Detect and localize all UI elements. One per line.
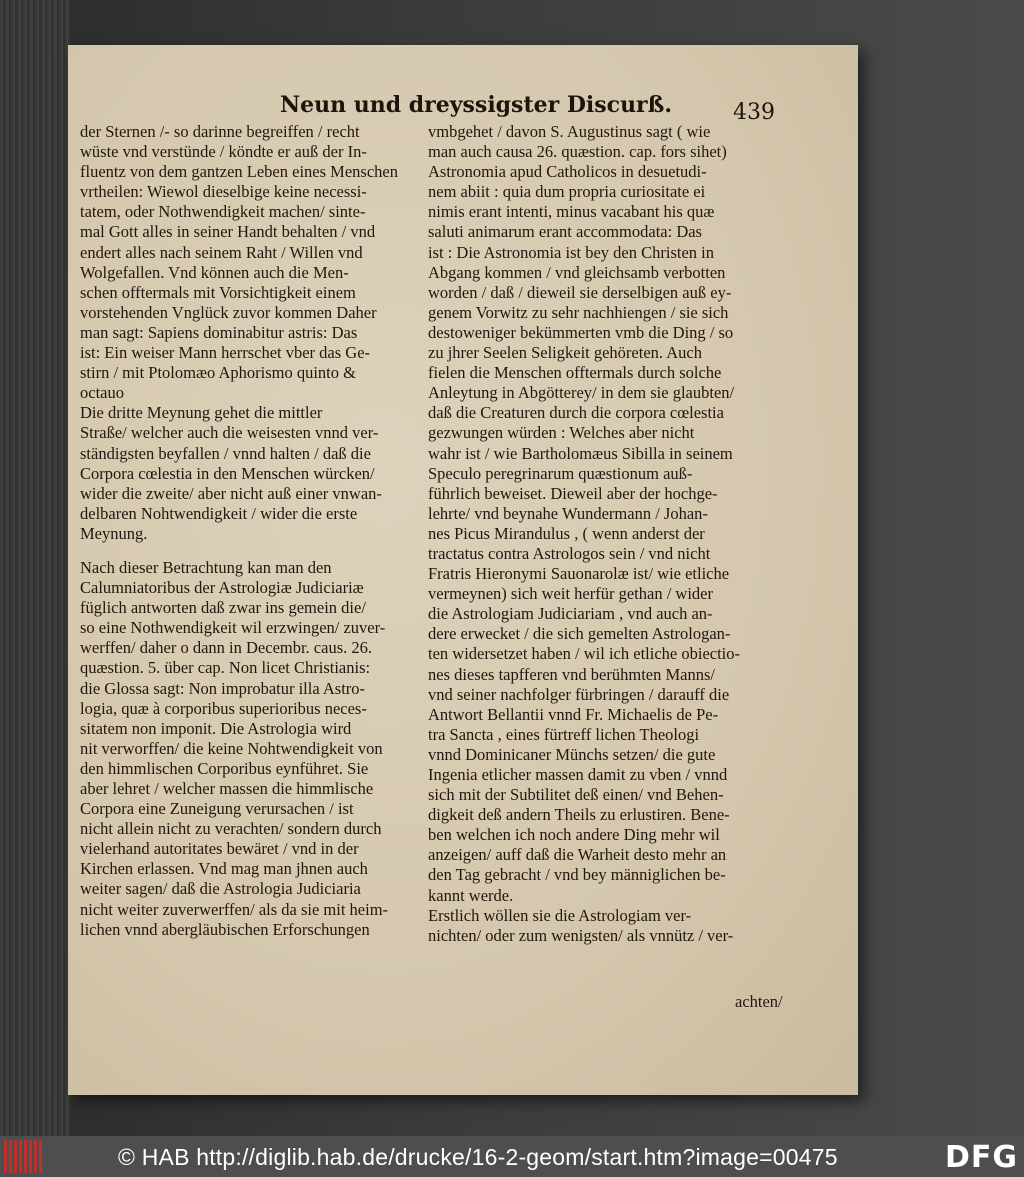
text-line: der Sternen /- so darinne begreiffen / recht bbox=[80, 122, 360, 141]
text-line: lehrte/ vnd beynahe Wundermann / Johan- bbox=[428, 503, 708, 523]
text-line: Corpora cœlestia in den Menschen würcken/ bbox=[80, 463, 375, 483]
text-line: Ingenia etlicher massen damit zu vben / vnnd bbox=[428, 765, 728, 784]
text-line: man sagt: Sapiens dominabitur astris: Das bbox=[80, 322, 358, 342]
text-line: Calumniatoribus der Astrologiæ Judiciariæ bbox=[80, 578, 364, 598]
text-line: sich mit der Subtilitet deß einen/ vnd Behen- bbox=[428, 785, 724, 805]
text-line: delbaren Nohtwendigkeit / wider die erste bbox=[80, 503, 358, 523]
catchword: achten/ bbox=[735, 992, 783, 1011]
text-line: wider die zweite/ aber nicht auß einer vnwan- bbox=[80, 483, 382, 503]
text-line: lichen vnnd abergläubischen Erforschungen bbox=[80, 919, 370, 939]
page-number: 439 bbox=[733, 100, 775, 125]
text-line: führlich beweiset. Dieweil aber der hochge- bbox=[428, 483, 718, 503]
text-line: werffen/ daher o dann in Decembr. caus. 26. bbox=[80, 638, 373, 658]
text-line: kannt werde. bbox=[428, 885, 514, 905]
text-line: nichten/ oder zum wenigsten/ als vnnütz / ver- bbox=[428, 925, 734, 945]
text-line: so eine Nothwendigkeit wil erzwingen/ zuver- bbox=[80, 618, 386, 638]
text-line: wüste vnd verstünde / köndte er auß der In- bbox=[80, 142, 367, 162]
left-column bbox=[80, 122, 420, 940]
text-line: ständigsten beyfallen / vnnd halten / daß die bbox=[80, 443, 371, 463]
text-line: Anleytung in Abgötterey/ in dem sie glaubten/ bbox=[428, 383, 735, 403]
text-line: fielen die Menschen offtermals durch solche bbox=[428, 363, 722, 383]
text-line: nes Picus Mirandulus , ( wenn anderst der bbox=[428, 523, 705, 543]
text-line: destoweniger bekümmerten vmb die Ding / so bbox=[428, 322, 734, 342]
text-line: schen offtermals mit Vorsichtigkeit einem bbox=[80, 282, 356, 302]
text-line: vmbgehet / davon S. Augustinus sagt ( wie bbox=[428, 122, 711, 141]
text-line: Antwort Bellantii vnnd Fr. Michaelis de Pe- bbox=[428, 704, 719, 724]
text-line: Erstlich wöllen sie die Astrologiam ver- bbox=[428, 905, 692, 925]
text-line: Die dritte Meynung gehet die mittler bbox=[80, 403, 323, 423]
text-line: Corpora eine Zuneigung verursachen / ist bbox=[80, 799, 354, 819]
text-line: ten widersetzet haben / wil ich etliche obiectio- bbox=[428, 644, 741, 664]
text-line: vnd seiner nachfolger fürbringen / darauff die bbox=[428, 684, 730, 704]
text-line: vielerhand autoritates bewäret / vnd in der bbox=[80, 839, 359, 859]
text-line: nes dieses tapfferen vnd berühmten Manns/ bbox=[428, 664, 715, 684]
book-edge bbox=[0, 0, 70, 1136]
text-line: stirn / mit Ptolomæo Aphorismo quinto & bbox=[80, 363, 356, 383]
text-line: man auch causa 26. quæstion. cap. fors sihet) bbox=[428, 142, 727, 162]
text-line: sitatem non imponit. Die Astrologia wird bbox=[80, 718, 352, 738]
text-line: Wolgefallen. Vnd können auch die Men- bbox=[80, 262, 349, 282]
text-line: tractatus contra Astrologos sein / vnd nicht bbox=[428, 543, 711, 563]
text-line: tatem, oder Nothwendigkeit machen/ sinte- bbox=[80, 202, 366, 222]
footer-bar bbox=[0, 1136, 1024, 1177]
text-line: Abgang kommen / vnd gleichsamb verbotten bbox=[428, 262, 726, 282]
text-line: nit verworffen/ die keine Nohtwendigkeit von bbox=[80, 738, 383, 758]
text-line: nem abiit : quia dum propria curiositate ei bbox=[428, 182, 706, 202]
text-line: füglich antworten daß zwar ins gemein die/ bbox=[80, 598, 366, 618]
text-line: octauo bbox=[80, 383, 124, 403]
text-line: vnnd Dominicaner Münchs setzen/ die gute bbox=[428, 744, 716, 764]
text-line: nimis erant intenti, minus vacabant his quæ bbox=[428, 202, 715, 222]
text-line: mal Gott alles in seiner Handt behalten / vnd bbox=[80, 222, 376, 242]
text-line: Kirchen erlassen. Vnd mag man jhnen auch bbox=[80, 859, 368, 879]
text-line: nicht weiter zuverwerffen/ als da sie mit heim- bbox=[80, 899, 389, 919]
dfg-logo: DFG bbox=[944, 1140, 1018, 1175]
text-line: Speculo peregrinarum quæstionum auß- bbox=[428, 463, 693, 483]
text-line: ist: Ein weiser Mann herrschet vber das Ge- bbox=[80, 343, 371, 363]
text-line: wahr ist / wie Bartholomæus Sibilla in seinem bbox=[428, 443, 733, 463]
text-line: logia, quæ à corporibus superioribus neces- bbox=[80, 698, 367, 718]
text-line: den himmlischen Corporibus eynführet. Sie bbox=[80, 758, 369, 778]
text-line: endert alles nach seinem Raht / Willen vnd bbox=[80, 242, 363, 262]
text-line: Meynung. bbox=[80, 523, 148, 543]
running-header: Neun und dreyssigster Discurß. bbox=[280, 92, 673, 118]
text-line: aber lehret / welcher massen die himmlische bbox=[80, 779, 374, 798]
text-line: vermeynen) sich weit herfür gethan / wider bbox=[428, 584, 713, 604]
text-line: Nach dieser Betrachtung kan man den bbox=[80, 557, 332, 577]
text-line: genem Vorwitz zu sehr nachhiengen / sie sich bbox=[428, 302, 729, 322]
text-line: worden / daß / dieweil sie derselbigen auß ey- bbox=[428, 282, 732, 302]
text-line: zu jhrer Seelen Seligkeit gehöreten. Auch bbox=[428, 343, 702, 363]
text-line: ist : Die Astronomia ist bey den Christen in bbox=[428, 242, 714, 262]
text-line: weiter sagen/ daß die Astrologia Judiciaria bbox=[80, 879, 361, 899]
text-line: dere erwecket / die sich gemelten Astrologan- bbox=[428, 624, 731, 644]
text-line: die Astrologiam Judiciariam , vnd auch an- bbox=[428, 604, 713, 624]
text-line: gezwungen würden : Welches aber nicht bbox=[428, 423, 695, 443]
hab-logo-icon bbox=[4, 1140, 42, 1173]
text-line: den Tag gebracht / vnd bey männiglichen be- bbox=[428, 865, 726, 885]
text-line: vrtheilen: Wiewol dieselbige keine necessi- bbox=[80, 182, 367, 202]
text-line: ben welchen ich noch andere Ding mehr wil bbox=[428, 825, 720, 845]
text-line: saluti animarum erant accommodata: Das bbox=[428, 222, 702, 242]
text-line: anzeigen/ auff daß die Warheit desto mehr an bbox=[428, 845, 727, 865]
text-line: quæstion. 5. über cap. Non licet Christianis: bbox=[80, 658, 371, 678]
text-line: fluentz von dem gantzen Leben eines Menschen bbox=[80, 162, 398, 182]
text-line: nicht allein nicht zu verachten/ sondern durch bbox=[80, 819, 382, 839]
text-line: Straße/ welcher auch die weisesten vnnd ver- bbox=[80, 423, 379, 443]
text-line: Fratris Hieronymi Sauonarolæ ist/ wie etliche bbox=[428, 564, 730, 584]
text-line: daß die Creaturen durch die corpora cœlestia bbox=[428, 403, 724, 423]
text-line: die Glossa sagt: Non improbatur illa Astro- bbox=[80, 678, 366, 698]
right-column bbox=[428, 122, 768, 946]
footer-source-link[interactable]: © HAB http://diglib.hab.de/drucke/16-2-geom/start.htm?image=00475 bbox=[118, 1144, 838, 1170]
text-line: vorstehenden Vnglück zuvor kommen Daher bbox=[80, 302, 377, 322]
text-line: digkeit deß andern Theils zu erlustiren. Bene- bbox=[428, 805, 730, 825]
text-line: Astronomia apud Catholicos in desuetudi- bbox=[428, 162, 707, 182]
paragraph-gap bbox=[80, 544, 420, 558]
text-line: tra Sancta , eines fürtreff lichen Theologi bbox=[428, 724, 700, 744]
